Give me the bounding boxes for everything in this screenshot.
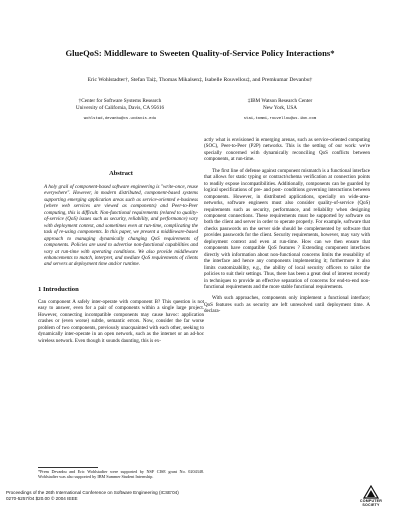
affiliation-ibm <box>205 98 355 123</box>
ieee-computer-society-logo <box>351 485 391 507</box>
affiliation-line: ‡IBM Watson Research Center <box>247 98 313 104</box>
copyright-line: 0270-5257/04 $20.00 © 2004 IEEE <box>6 496 78 502</box>
body-paragraph: actly what is envisioned in emerging arenas, such as service-oriented computing (SOC), Peer-to-Peer (P2P) networks. This is the setting of our work: we're specially concerned with dynamically reconciling QoS conflicts between components, at run-time. <box>204 137 370 163</box>
proceedings-line: Proceedings of the 26th International Conference on Software Engineering (ICSE'04) <box>6 490 179 495</box>
introduction-paragraph: Can component A safely inter-operate with component B? This question is not easy to answer, even for a pair of components within a single large project. However, connecting incompatible components may cause havoc: application crashes or (even worse) subtle, semantic errors. Now, consider the far worse problem of two components, previously unacquainted with each other, seeking to dynamically inter-operate in an open network, such as the internet or an ad-hoc wireless network. Even though it sounds daunting, this is ex- <box>38 298 204 344</box>
author-list: Eric Wohlstadter†, Stefan Tai‡, Thomas Mikalsen‡, Isabelle Rouvellou‡, and Premkumar Devanbu† <box>87 77 313 83</box>
abstract-heading: Abstract <box>109 170 133 177</box>
author-email: wohlstad,devanbu@cs.ucdavis.edu <box>83 117 157 122</box>
author-email: stai,tommi,rouvellou@us.ibm.com <box>243 117 317 122</box>
affiliation-line: University of California, Davis, CA 95616 <box>75 104 165 111</box>
affiliation-line: †Center for Software Systems Research <box>78 98 162 104</box>
left-column <box>38 137 204 349</box>
abstract-text: A holy grail of component-based software engineering is "write-once, reuse everywhere". However, in modern distributed, component-based systems supporting emerging application areas such as service-oriented e-business (where web services are viewed as components) and Peer-to-Peer computing, this is difficult. Non-functional requirements (related to quality-of-service (QoS) issues such as security, reliability, and performance) vary with deployment context, and sometimes even at run-time, complicating the task of re-using components. In this paper, we present a middleware-based approach to managing dynamically changing QoS requirements of components. Policies are used to advertise non-functional capabilities and vary at run-time with operating conditions. We also provide middleware enhancements to match, interpret, and mediate QoS requirements of clients and servers at deployment time and/or runtime. <box>44 184 198 268</box>
affiliation-line: New York, USA <box>262 104 297 111</box>
society-emblem-icon <box>363 485 379 499</box>
body-paragraph: The first line of defense against component mismatch is a functional interface that allows for static typing or contract/schema verification at connection points to readily expose incompatibilities. Additionally, components can be guarded by logical specifications of pre- and post- conditions governing interactions between components. However, in distributed applications, specially on wide-area-networks, software engineers must also consider quality-of-service (QoS) requirements such as security, performance, and reliability when designing component connections. These requirements must be supported by software on both the client and server in order to operate properly. For example, software that checks passwords on the server side should be complemented by software that provides passwords for the client. Security requirements, however, may vary with deployment context and even at run-time. How can we then ensure that components have compatible QoS features ? Extending component interfaces directly with information about non-functional concerns limits the reusability of the interface and hence any components implementing it; furthermore it also limits customizability, e.g., the ability of local security officers to tailor the policies to suit their settings. Thus, there has been a great deal of interest recently in techniques to provide an effective separation of concerns for end-to-end non-functional requirements and the more stable functional requirements. <box>204 167 370 290</box>
proceedings-footer <box>6 490 316 503</box>
logo-text-line: SOCIETY <box>362 503 380 508</box>
paper-title: GlueQoS: Middleware to Sweeten Quality-of-Service Policy Interactions* <box>65 48 335 58</box>
introduction-heading: 1 Introduction <box>38 285 79 293</box>
right-column <box>204 137 370 320</box>
footnote-divider <box>38 467 98 468</box>
logo-text-line: COMPUTER <box>359 499 383 503</box>
affiliation-ucdavis <box>45 98 195 123</box>
funding-footnote: *Prem Devanbu and Eric Wohlstadter were supported by NSF CISE grant No. 0204348. Wohlstadter was also supported by IBM Summer Student Internship. <box>38 469 204 480</box>
body-paragraph: With such approaches, components only implement a functional interface; QoS features such as security are left unresolved until deployment time. A declara- <box>204 295 370 315</box>
